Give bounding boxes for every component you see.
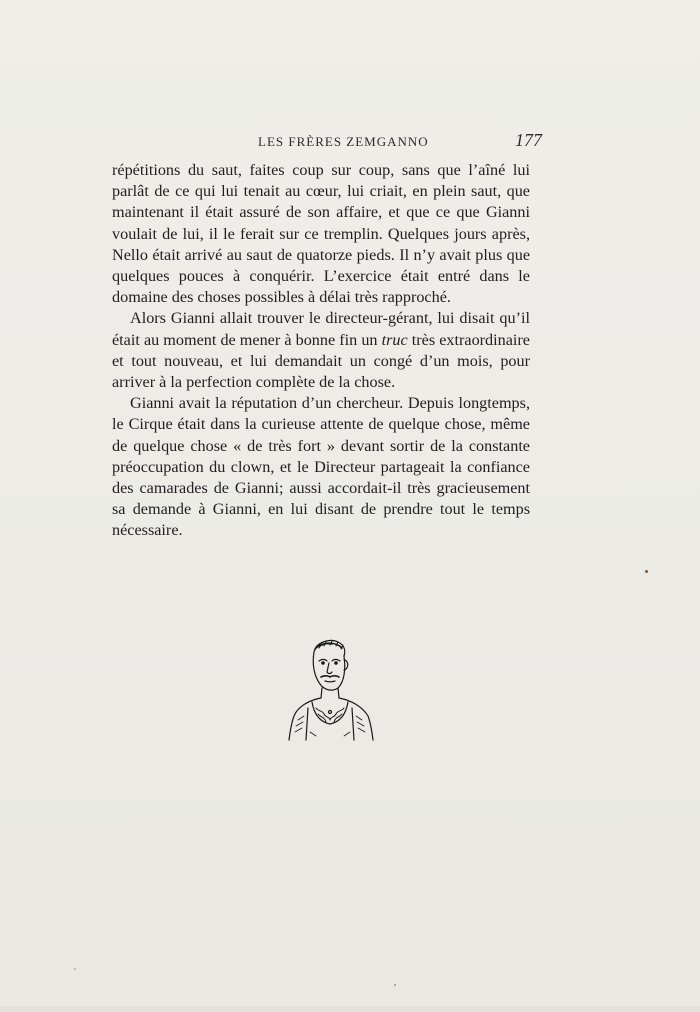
italic-word: truc: [381, 330, 408, 349]
paragraph-2-start: Alors Gianni allait trouver le directeur-gérant, lui disait qu’il était au moment de mener à bonne fin un: [112, 309, 530, 349]
paragraph-1: répétitions du saut, faites coup sur coup, sans que l’aîné lui parlât de ce qui lui tenait au cœur, lui criait, en plein saut, que maintenant il était assuré de son affaire, et que ce que Gianni voulait de lui, il le ferait sur ce tremplin. Quelques jours après, Nello était arrivé au saut de quatorze pieds. Il n’y avait plus que quelques pouces à conquérir. L’exercice était entré dans le domaine des choses possibles à délai très rapproché.: [112, 161, 530, 307]
paragraph-2-end: très extraordinaire et tout nouveau, et lui demandait un congé d’un mois, pour arriver à la perfection complète de la chose.: [112, 330, 530, 392]
paper-speck: [394, 984, 396, 986]
paragraph-2: [112, 308, 530, 393]
running-title: LES FRÈRES ZEMGANNO: [258, 134, 429, 149]
running-head: [112, 130, 542, 156]
paper-speck: [645, 570, 648, 573]
paper-speck: [74, 968, 76, 970]
page-number: 177: [515, 130, 542, 150]
body-text: [112, 160, 530, 542]
clown-portrait-vignette: [286, 636, 376, 744]
paragraph-3: Gianni avait la réputation d’un chercheur. Depuis longtemps, le Cirque était dans la curieuse attente de quelque chose, même de quelque chose « de très fort » devant sortir de la constante préoccupation du clown, et le Directeur partageait la confiance des camarades de Gianni; aussi accordait-il très gracieusement sa demande à Gianni, en lui disant de prendre tout le temps nécessaire.: [112, 394, 530, 540]
